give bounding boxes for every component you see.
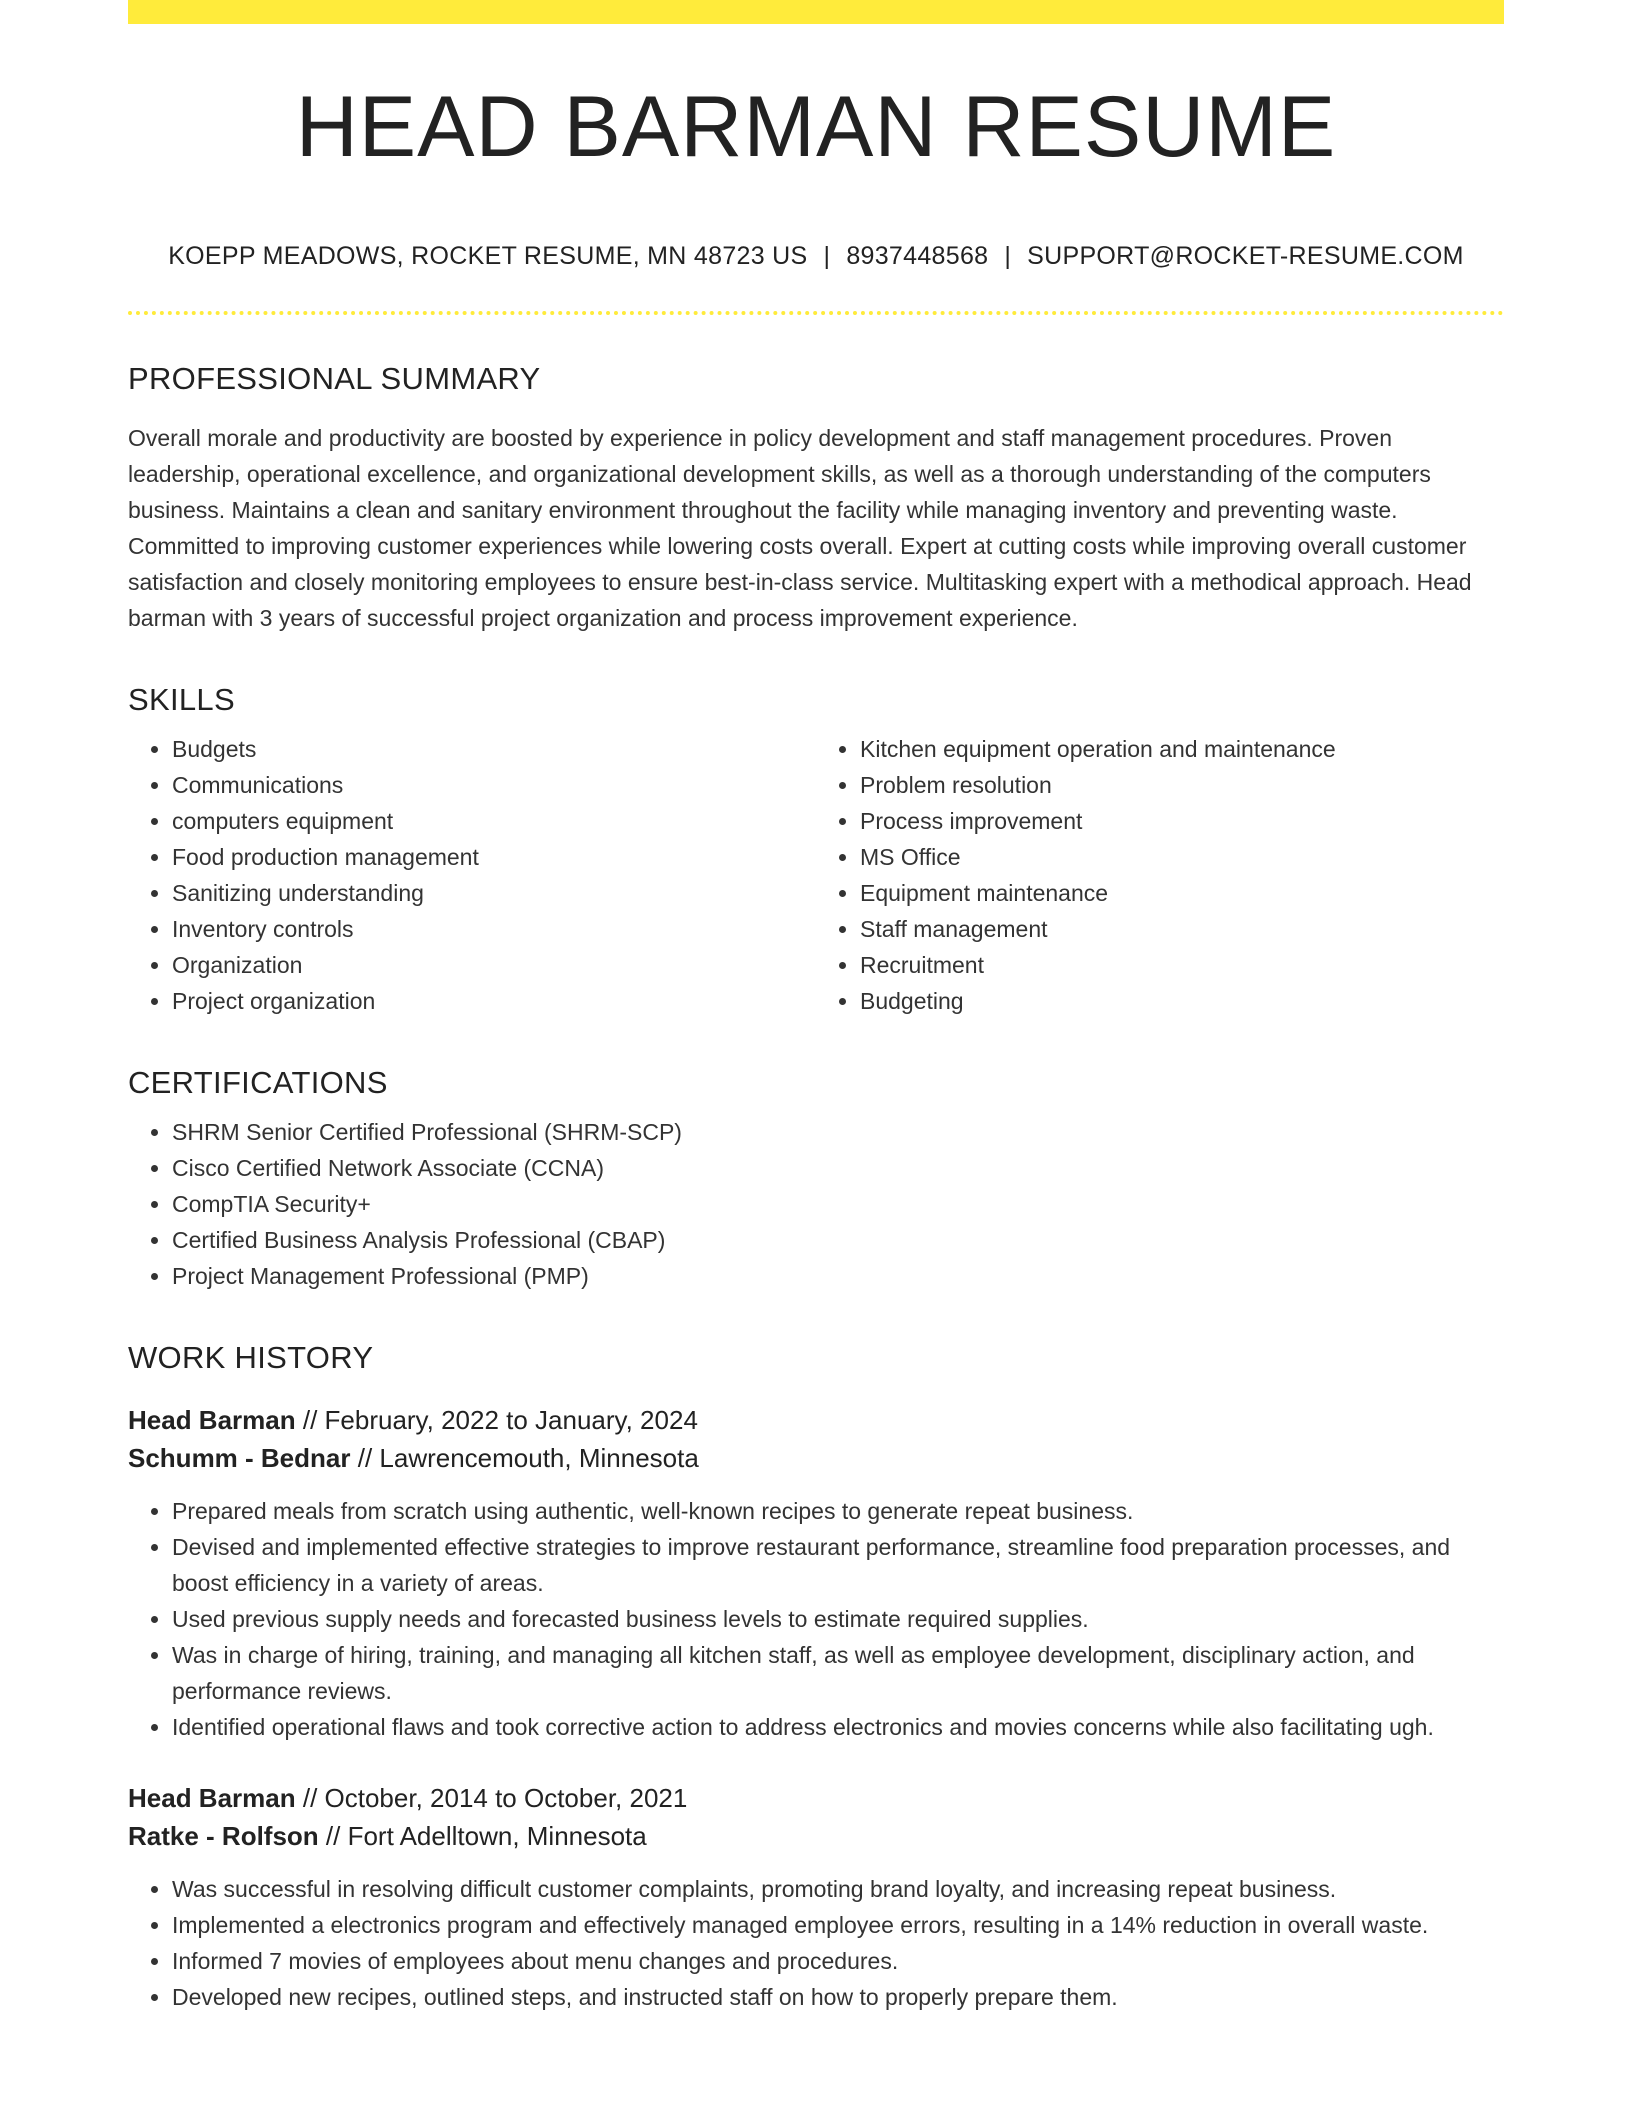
skill-item: • Process improvement — [860, 803, 1504, 839]
job-location: // Fort Adelltown, Minnesota — [318, 1821, 647, 1851]
contact-email: SUPPORT@ROCKET-RESUME.COM — [1027, 242, 1464, 270]
job-bullet: • Implemented a electronics program and effectively managed employee errors, resulting in a 14% reduction in overall waste. — [172, 1907, 1504, 1943]
contact-separator: | — [1004, 242, 1012, 270]
contact-address: KOEPP MEADOWS, ROCKET RESUME, MN 48723 US — [168, 242, 808, 270]
job-bullet: • Prepared meals from scratch using authentic, well-known recipes to generate repeat business. — [172, 1493, 1504, 1529]
skills-heading: SKILLS — [128, 682, 235, 717]
job-dates: // February, 2022 to January, 2024 — [295, 1405, 698, 1435]
skill-item: • Recruitment — [860, 947, 1504, 983]
page-title: HEAD BARMAN RESUME — [295, 79, 1337, 175]
certification-item: • Certified Business Analysis Professional (CBAP) — [172, 1222, 1504, 1258]
skill-item: • MS Office — [860, 839, 1504, 875]
job-bullet: • Informed 7 movies of employees about menu changes and procedures. — [172, 1943, 1504, 1979]
certification-item: • Cisco Certified Network Associate (CCNA) — [172, 1150, 1504, 1186]
skill-item: • Budgeting — [860, 983, 1504, 1019]
skill-item: • Staff management — [860, 911, 1504, 947]
skills-list-right — [816, 731, 1504, 1019]
job-bullet: • Identified operational flaws and took corrective action to address electronics and movies concerns while also facilitating ugh. — [172, 1709, 1504, 1745]
skill-item: • Budgets — [172, 731, 816, 767]
job-entry — [128, 1779, 1504, 2015]
certification-item: • SHRM Senior Certified Professional (SHRM-SCP) — [172, 1114, 1504, 1150]
accent-bar — [128, 0, 1504, 24]
job-company-line — [128, 1439, 1504, 1477]
skill-item: • Communications — [172, 767, 816, 803]
certifications-list — [128, 1114, 1504, 1294]
job-bullet: • Developed new recipes, outlined steps, and instructed staff on how to properly prepare them. — [172, 1979, 1504, 2015]
skill-item: • Kitchen equipment operation and maintenance — [860, 731, 1504, 767]
certification-item: • Project Management Professional (PMP) — [172, 1258, 1504, 1294]
contact-phone: 8937448568 — [846, 242, 989, 270]
summary-heading: PROFESSIONAL SUMMARY — [128, 361, 541, 396]
skill-item: • Food production management — [172, 839, 816, 875]
job-bullet: • Was in charge of hiring, training, and managing all kitchen staff, as well as employee development, disciplinary action, and performance reviews. — [172, 1637, 1504, 1709]
job-company-line — [128, 1817, 1504, 1855]
summary-text: Overall morale and productivity are boosted by experience in policy development and staff management procedures. Proven leadership, operational excellence, and organizational development skills, as well as a thorough understanding of the computers business. Maintains a clean and sanitary environment throughout the facility while managing inventory and preventing waste. Committed to improving customer experiences while lowering costs overall. Expert at cutting costs while improving overall customer satisfaction and closely monitoring employees to ensure best-in-class service. Multitasking expert with a methodical approach. Head barman with 3 years of successful project organization and process improvement experience. — [128, 425, 1472, 631]
contact-line — [128, 242, 1504, 271]
work-history-heading: WORK HISTORY — [128, 1340, 374, 1375]
job-bullet: • Used previous supply needs and forecasted business levels to estimate required supplies. — [172, 1601, 1504, 1637]
skill-item: • Organization — [172, 947, 816, 983]
job-title-line — [128, 1401, 1504, 1439]
certification-item: • CompTIA Security+ — [172, 1186, 1504, 1222]
resume-page — [128, 0, 1504, 2015]
skills-list-left — [128, 731, 816, 1019]
job-dates: // October, 2014 to October, 2021 — [295, 1783, 688, 1813]
job-title-line — [128, 1779, 1504, 1817]
skill-item: • Equipment maintenance — [860, 875, 1504, 911]
skill-item: • Problem resolution — [860, 767, 1504, 803]
job-company: Schumm - Bednar — [128, 1443, 351, 1473]
certifications-section — [128, 1067, 1504, 1294]
job-bullet: • Was successful in resolving difficult customer complaints, promoting brand loyalty, and increasing repeat business. — [172, 1871, 1504, 1907]
job-location: // Lawrencemouth, Minnesota — [350, 1443, 699, 1473]
work-history-section — [128, 1342, 1504, 2015]
job-company: Ratke - Rolfson — [128, 1821, 319, 1851]
certifications-heading: CERTIFICATIONS — [128, 1065, 388, 1100]
contact-separator: | — [823, 242, 831, 270]
job-bullet: • Devised and implemented effective strategies to improve restaurant performance, streamline food preparation processes, and boost efficiency in a variety of areas. — [172, 1529, 1504, 1601]
skill-item: • computers equipment — [172, 803, 816, 839]
dotted-divider — [128, 311, 1504, 315]
job-role: Head Barman — [128, 1405, 296, 1435]
job-bullets — [128, 1871, 1504, 2015]
job-role: Head Barman — [128, 1783, 296, 1813]
job-bullets — [128, 1493, 1504, 1745]
skill-item: • Project organization — [172, 983, 816, 1019]
skills-columns — [128, 715, 1504, 1019]
summary-section — [128, 363, 1504, 636]
skill-item: • Sanitizing understanding — [172, 875, 816, 911]
skill-item: • Inventory controls — [172, 911, 816, 947]
skills-section — [128, 684, 1504, 1019]
job-entry — [128, 1401, 1504, 1745]
